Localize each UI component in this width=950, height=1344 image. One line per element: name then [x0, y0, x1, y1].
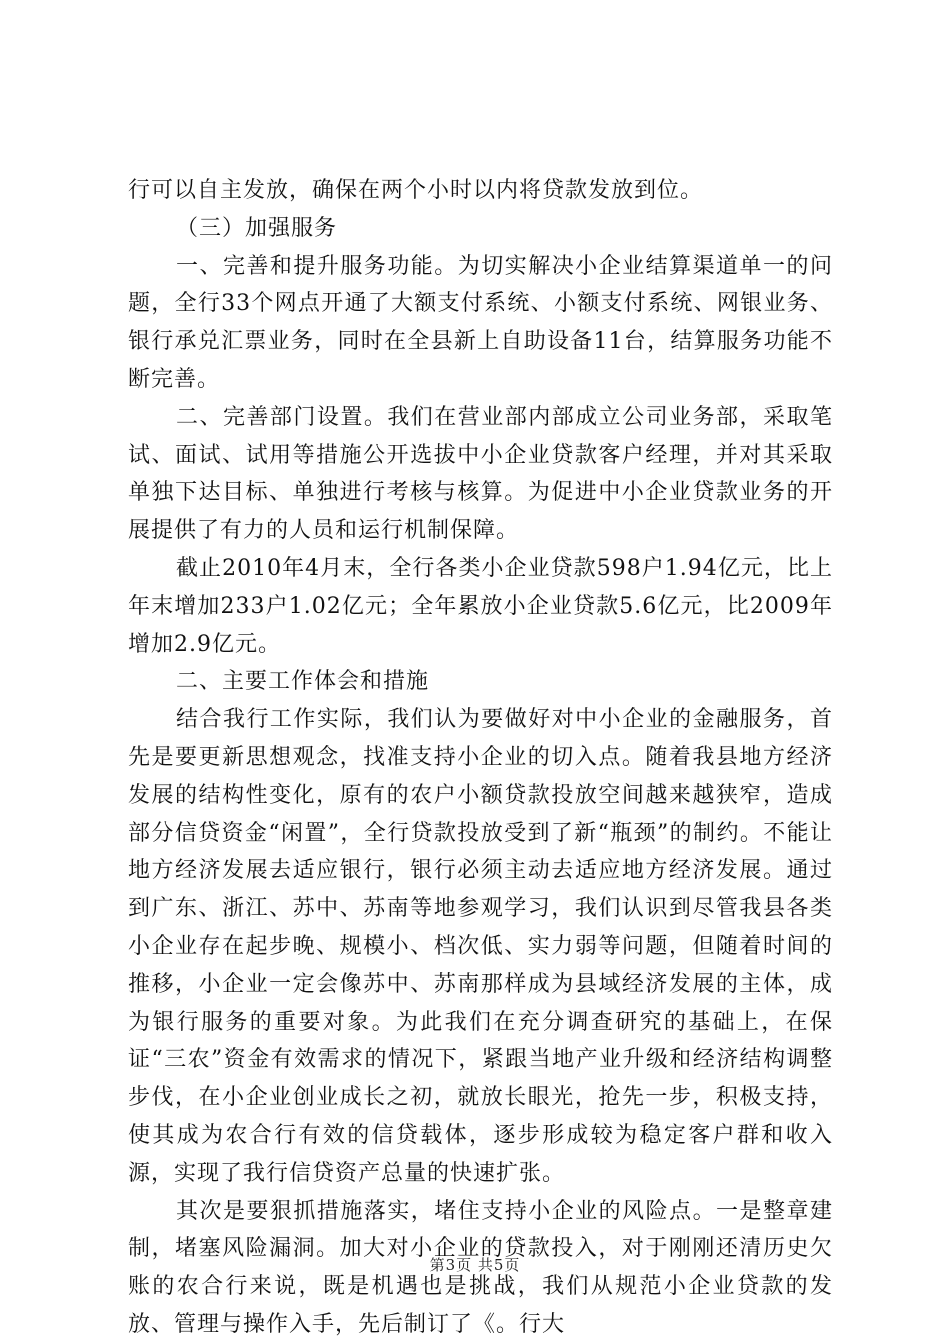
section-heading-experience-measures: 二、主要工作体会和措施	[176, 669, 430, 695]
paragraph-loan-statistics: 截止2010年4月末，全行各类小企业贷款598户1.94亿元，比上年末增加233户1.02亿元；全年累放小企业贷款5.6亿元，比2009年增加2.9亿元。	[128, 555, 833, 657]
document-body	[128, 172, 833, 1344]
paragraph-continuation: 行可以自主发放，确保在两个小时以内将贷款发放到位。	[128, 178, 704, 203]
paragraph-service-functions: 一、完善和提升服务功能。为切实解决小企业结算渠道单一的问题，全行33个网点开通了大额支付系统、小额支付系统、网银业务、银行承兑汇票业务，同时在全县新上自助设备11台，结算服务功能不断完善。	[128, 253, 833, 392]
paragraph-work-experience: 结合我行工作实际，我们认为要做好对中小企业的金融服务，首先是要更新思想观念，找准支持小企业的切入点。随着我县地方经济发展的结构性变化，原有的农户小额贷款投放空间越来越狭窄，造成部分信贷资金“闲置”，全行贷款投放受到了新“瓶颈”的制约。不能让地方经济发展去适应银行，银行必须主动去适应地方经济发展。通过到广东、浙江、苏中、苏南等地参观学习，我们认识到尽管我县各类小企业存在起步晚、规模小、档次低、实力弱等问题，但随着时间的推移，小企业一定会像苏中、苏南那样成为县域经济发展的主体，成为银行服务的重要对象。为此我们在充分调查研究的基础上，在保证“三农”资金有效需求的情况下，紧跟当地产业升级和经济结构调整步伐，在小企业创业成长之初，就放长眼光，抢先一步，积极支持，使其成为农合行有效的信贷载体，逐步形成较为稳定客户群和收入源，实现了我行信贷资产总量的快速扩张。	[128, 707, 833, 1186]
paragraph-department-setup: 二、完善部门设置。我们在营业部内部成立公司业务部，采取笔试、面试、试用等措施公开选拔中小企业贷款客户经理，并对其采取单独下达目标、单独进行考核与核算。为促进中小企业贷款业务的开展提供了有力的人员和运行机制保障。	[128, 404, 833, 544]
paragraph-risk-control: 其次是要狠抓措施落实，堵住支持小企业的风险点。一是整章建制，堵塞风险漏洞。加大对小企业的贷款投入，对于刚刚还清历史欠账的农合行来说，既是机遇也是挑战，我们从规范小企业贷款的发放、管理与操作入手，先后制订了《。行大	[128, 1198, 833, 1337]
section-heading-strengthen-service: （三）加强服务	[176, 215, 338, 241]
page-footer: 第3页 共5页	[429, 1256, 521, 1274]
